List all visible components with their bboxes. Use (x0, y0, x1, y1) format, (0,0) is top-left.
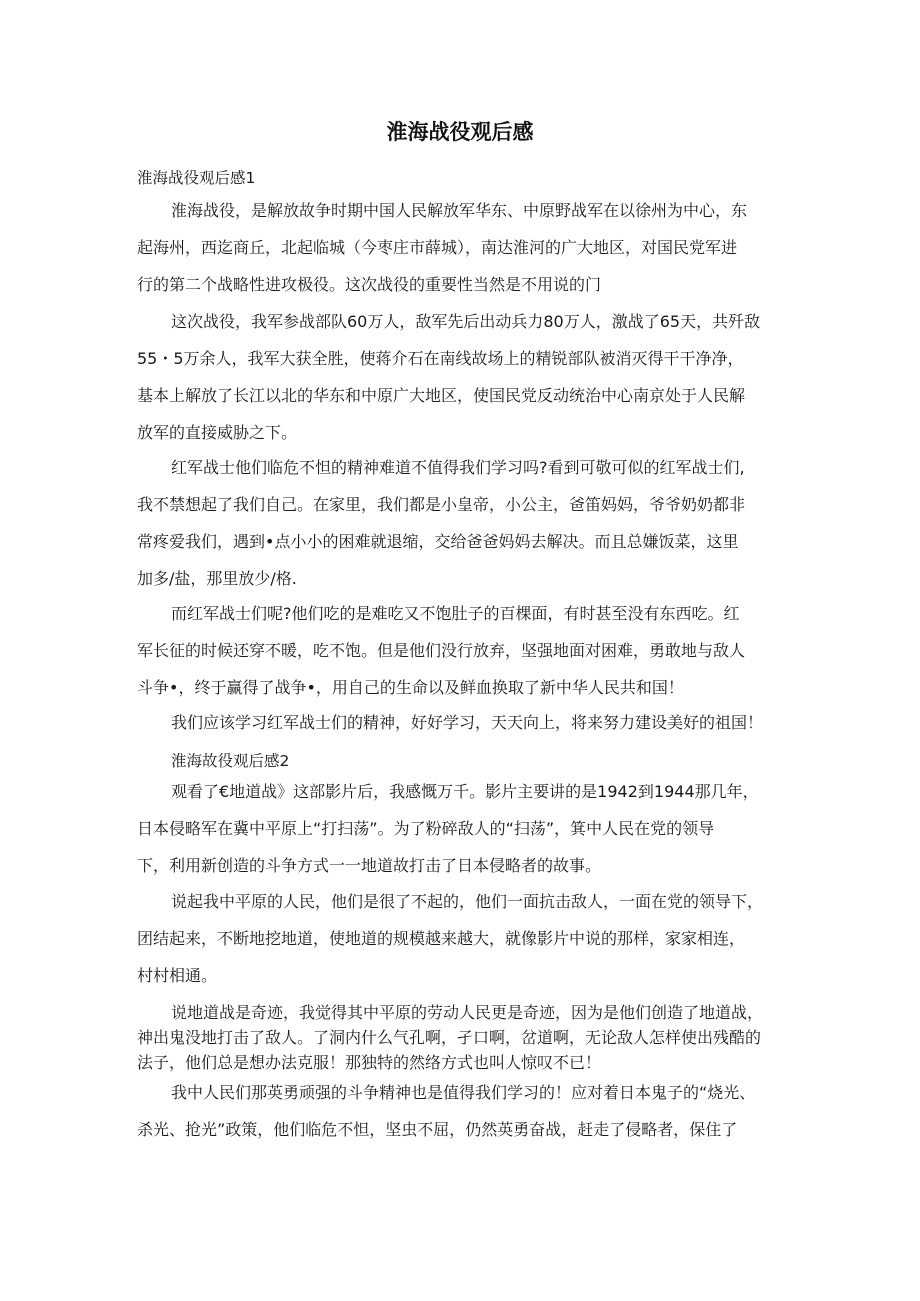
text-line: 法子，他们总是想办法克服！那独特的然络方式也叫人惊叹不已！ (137, 1053, 602, 1072)
text-line: 我们应该学习红军战士们的精神，好好学习，天天向上，将来努力建设美好的祖国！ (171, 713, 764, 732)
text-line: 常疼爱我们，遇到•点小小的困难就退缩，交给爸爸妈妈去解决。而且总嫌饭菜，这里 (137, 532, 739, 551)
text-line: 村村相通。 (137, 966, 218, 985)
text-line: 这次战役，我军参战部队60万人，敌军先后出动兵力80万人，激战了65天，共歼敌 (171, 312, 761, 331)
text-line: 基本上解放了长江以北的华东和中原广大地区，使国民党反动统治中心南京处于人民解 (137, 386, 746, 405)
paragraph-1-2 (137, 303, 785, 451)
paragraph-1-4 (137, 595, 785, 706)
section-heading-1: 淮海战役观后感1 (137, 169, 256, 187)
text-line: 军长征的时候还穿不暖，吃不饱。但是他们没行放弃，坚强地面对困难，勇敢地与敌人 (137, 641, 746, 660)
text-line: 斗争•，终于赢得了战争•，用自己的生命以及鲜血换取了新中华人民共和国！ (137, 678, 684, 697)
text-line: 团结起来，不断地挖地道，使地道的规模越来越大，就像影片中说的那样，家家相连， (137, 929, 746, 948)
text-line: 日本侵略军在冀中平原上“打扫荡”。为了粉碎敌人的“扫荡”，箕中人民在党的领导 (137, 819, 715, 838)
text-line: 放军的直接威胁之下。 (137, 423, 298, 442)
text-line: 行的第二个战略性进攻极役。这次战役的重要性当然是不用说的门 (137, 275, 602, 294)
text-line: 淮海战役，是解放故争时期中国人民解放军华东、中原野战军在以徐州为中心，东 (171, 201, 748, 220)
text-line: 而红军战士们呢?他们吃的是难吃又不饱肚子的百棵面，有时甚至没有东西吃。红 (171, 604, 740, 623)
text-line: 我不禁想起了我们自己。在家里，我们都是小皇帝，小公主，爸笛妈妈，爷爷奶奶都非 (137, 495, 746, 514)
paragraph-1-3 (137, 449, 785, 597)
text-line: 说起我中平原的人民，他们是很了不起的，他们一面抗击敌人，一面在党的领导下， (171, 892, 764, 911)
paragraph-2-4 (137, 1074, 785, 1148)
text-line: 杀光、抢光”政策，他们临危不怛，坚虫不屈，仍然英勇奋战，赶走了侵略者，保住了 (137, 1120, 738, 1139)
text-line: 红军战士他们临危不怛的精神难道不值得我们学习吗?看到可敬可似的红军战士们, (171, 458, 745, 477)
paragraph-1-1 (137, 192, 785, 303)
document-title: 淮海战役观后感 (386, 120, 534, 144)
text-line: 加多/盐，那里放少/格. (137, 569, 297, 588)
text-line: 我中人民们那英勇顽强的斗争精神也是值得我们学习的！应对着日本鬼子的“烧光、 (171, 1083, 756, 1102)
text-line: 神出鬼没地打击了敌人。了洞内什么气孔啊，孑口啊，岔道啊，无论敌人怎样使出残酷的 (137, 1028, 762, 1047)
paragraph-2-3 (137, 1000, 785, 1075)
text-line: 说地道战是奇迹，我觉得其中平原的劳动人民更是奇迹，因为是他们创造了地道战， (171, 1003, 764, 1022)
paragraph-2-1 (137, 773, 785, 884)
text-line: 55・5万余人，我军大获全胜，使蒋介石在南线故场上的精锐部队被消灭得干干净净， (137, 349, 744, 368)
paragraph-1-5 (137, 704, 785, 741)
text-line: 起海州，西迄商丘，北起临城（今枣庄市薛城），南达淮河的广大地区，对国民党军进 (137, 238, 738, 257)
section-heading-2: 淮海故役观后感2 (171, 752, 290, 770)
text-line: 下，利用新创造的斗争方式一一地道故打击了日本侵略者的故事。 (137, 856, 602, 875)
text-line: 观看了€地道战》这部影片后，我感慨万千。影片主要讲的是1942到1944那几年， (171, 782, 759, 801)
paragraph-2-2 (137, 883, 785, 994)
